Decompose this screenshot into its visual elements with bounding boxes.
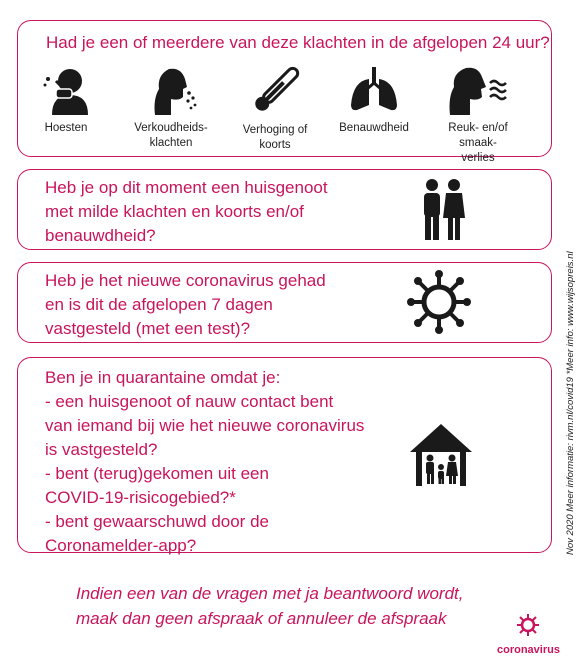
logo-text: coronavirus (497, 644, 560, 656)
symptom-label: Hoesten (44, 122, 88, 134)
symptom-label: Reuk- en/of smaak- verlies (448, 122, 508, 164)
smell-icon (446, 65, 510, 115)
infection-question: Heb je het nieuwe coronavirus gehad en is dit de afgelopen 7 dagen vastgesteld (met een test)? (45, 271, 326, 338)
symptom-smell (428, 65, 528, 166)
housemate-question: Heb je op dit moment een huisgenoot met milde klachten en koorts en/of benauwdheid? (45, 178, 328, 245)
quarantine-question: Ben je in quarantaine omdat je: - een huisgenoot of nauw contact bent van iemand bij wie het nieuwe coronavirus is vastgesteld? - bent (terug)gekomen uit een COVID-19-risicogebied?* - bent gewaarschuwd door de Coronamelder-app? (45, 368, 365, 555)
symptom-label: Benauwdheid (339, 122, 409, 134)
infection-panel (17, 262, 552, 343)
symptom-breathing (324, 65, 424, 136)
couple-icon (419, 178, 467, 240)
coronavirus-logo (497, 612, 560, 656)
quarantine-panel (17, 357, 552, 553)
virus-logo-icon (515, 612, 541, 638)
family-house-icon (408, 422, 474, 488)
virus-icon (406, 269, 472, 335)
symptom-cough (16, 65, 116, 136)
lungs-icon (347, 65, 401, 115)
thermometer-icon (247, 65, 303, 117)
symptoms-question: Had je een of meerdere van deze klachten in de afgelopen 24 uur? (46, 33, 550, 52)
symptoms-panel (17, 20, 552, 164)
symptom-cold (121, 65, 221, 151)
cough-icon (40, 65, 92, 115)
closing-instruction: Indien een van de vragen met ja beantwoord wordt, maak dan geen afspraak of annuleer de afspraak (76, 584, 464, 628)
housemate-panel (17, 169, 552, 250)
sidebar-text: Nov 2020 Meer informatie: rivm.nl/covid19 *Meer info: www.wijsopreis.nl (565, 251, 576, 555)
sneeze-icon (145, 65, 197, 115)
symptom-label: Verhoging of koorts (242, 124, 308, 151)
symptom-label: Verkoudheids- klachten (134, 122, 208, 149)
symptom-fever (225, 65, 325, 153)
